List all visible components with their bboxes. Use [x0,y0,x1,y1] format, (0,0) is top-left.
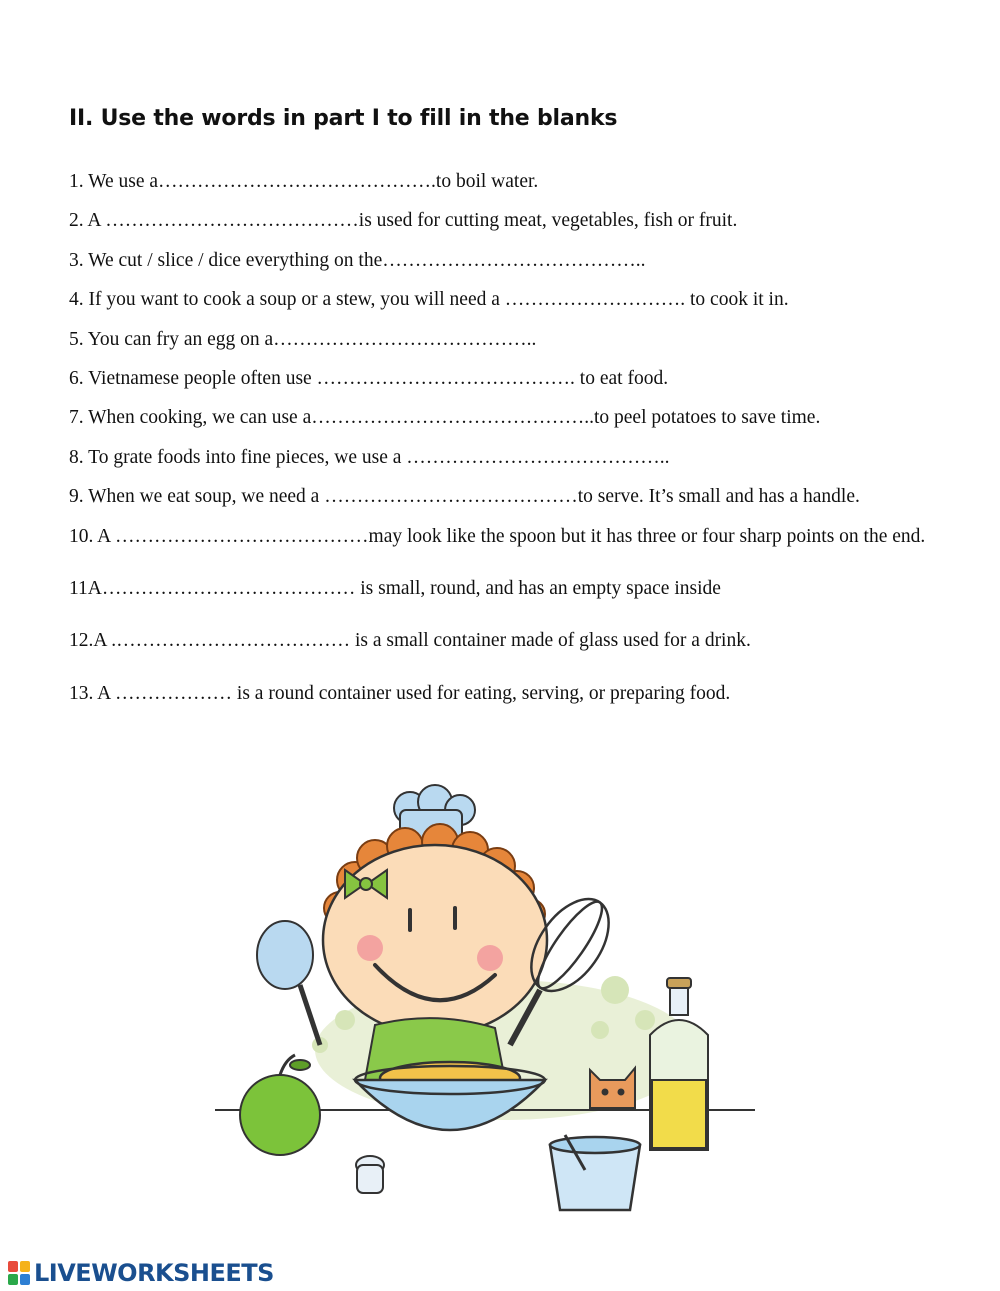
question-list [69,162,931,713]
apple-icon [240,1055,320,1155]
spoon-icon [257,921,320,1045]
question-5: 5. You can fry an egg on a………………………………….. [69,328,537,350]
left-cheek [357,935,383,961]
right-cheek [477,945,503,971]
question-8: 8. To grate foods into fine pieces, we use a ………………………………….. [69,446,670,468]
question-12: 12.A .……………………………… is a small container made of glass used for a drink. [69,630,751,652]
question-1: 1. We use a…………………………………….to boil water. [69,171,539,192]
question-10: 10. A …………………………………may look like the spoon but it has three or four sharp points on the end. [69,525,926,547]
logo-squares-icon [8,1261,30,1285]
oil-bottle-icon [650,978,708,1150]
question-4: 4. If you want to cook a soup or a stew, you will need a ………………………. to cook it in. [69,289,789,311]
measuring-cup-icon [550,1135,640,1210]
question-6: 6. Vietnamese people often use …………………………………. to eat food. [69,368,669,390]
section-heading: II. Use the words in part I to fill in the blanks [69,106,618,131]
question-11: 11A………………………………… is small, round, and has an empty space inside [69,578,721,600]
question-3: 3. We cut / slice / dice everything on the………………………………….. [69,249,646,271]
question-7: 7. When cooking, we can use a……………………………………..to peel potatoes to save time. [69,407,821,429]
cooking-girl-illustration [205,780,765,1220]
liveworksheets-logo [8,1257,274,1289]
question-9: 9. When we eat soup, we need a …………………………………to serve. It’s small and has a handle. [69,486,860,508]
salt-shaker-icon [356,1156,384,1193]
question-13: 13. A ……………… is a round container used for eating, serving, or preparing food. [69,682,731,704]
logo-text: LIVEWORKSHEETS [34,1259,274,1287]
face-icon [323,845,547,1035]
question-2: 2. A …………………………………is used for cutting meat, vegetables, fish or fruit. [69,210,738,232]
